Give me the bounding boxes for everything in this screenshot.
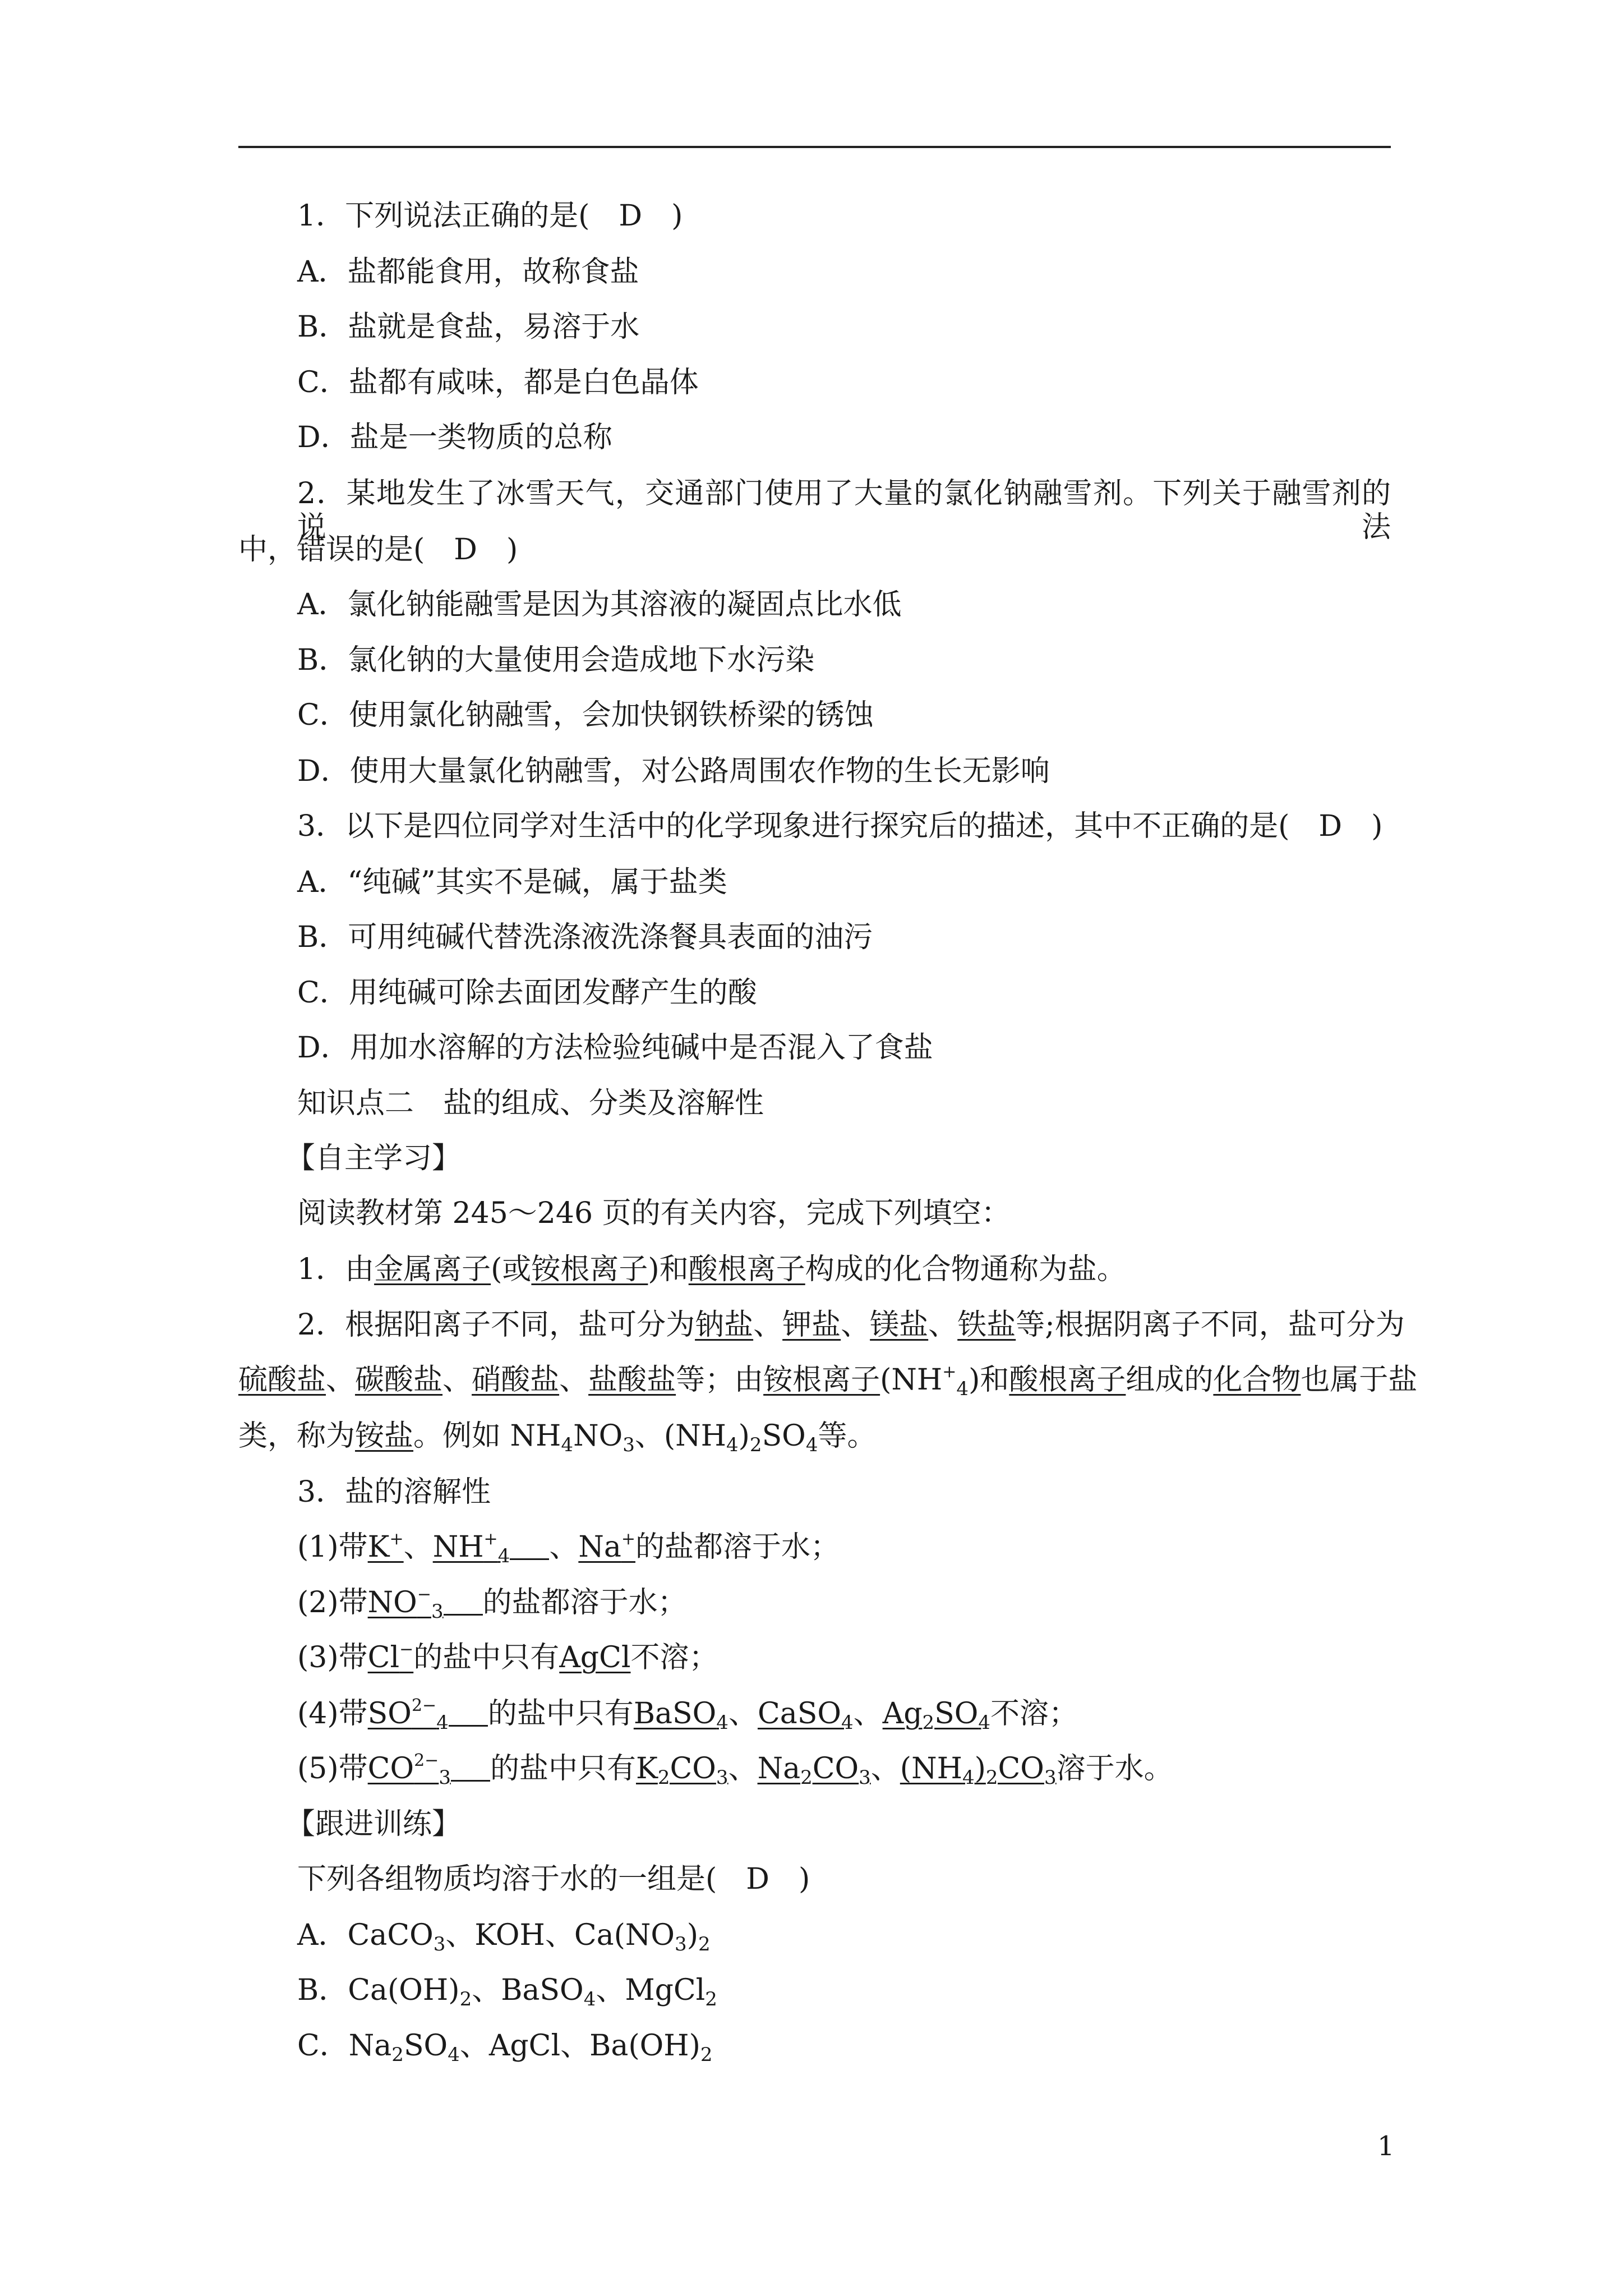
q1-stem: 1．下列说法正确的是( D ) — [297, 199, 683, 233]
item2-line1: 2．根据阳离子不同，盐可分为钠盐、钾盐、镁盐、铁盐等;根据阴离子不同，盐可分为 — [297, 1308, 1405, 1342]
answer-metal-ion: 金属离子 — [374, 1253, 491, 1286]
page-number: 1 — [1377, 2131, 1395, 2162]
q2-stem-line1: 2．某地发生了冰雪天气，交通部门使用了大量的氯化钠融雪剂。下列关于融雪剂的说法 — [297, 477, 1391, 544]
practice-stem: 下列各组物质均溶于水的一组是( D ) — [297, 1862, 810, 1896]
answer-nitrate: 硝酸盐 — [472, 1363, 560, 1397]
q1-option-c: C．盐都有咸味，都是白色晶体 — [297, 366, 699, 399]
answer-carbonate: 碳酸盐 — [355, 1363, 443, 1397]
answer-compound: 化合物 — [1213, 1363, 1301, 1397]
self-study-heading: 【自主学习】 — [286, 1142, 462, 1175]
item2-line3: 类，称为铵盐。例如 $NH_4NO_3$、$(NH_4)_2SO_4$等。 — [238, 1419, 877, 1456]
q2-option-b: B．氯化钠的大量使用会造成地下水污染 — [297, 643, 815, 677]
practice-option-b: B．$Ca(OH)_2$、BaSO$_4$、MgCl$_2$ — [297, 1973, 717, 2010]
q2-option-c: C．使用氯化钠融雪，会加快钢铁桥梁的锈蚀 — [297, 698, 874, 732]
q1-option-b: B．盐就是食盐，易溶于水 — [297, 310, 640, 344]
answer-ammonium-ion: 铵根离子 — [531, 1253, 648, 1286]
q3-option-a: A．“纯碱”其实不是碱，属于盐类 — [297, 866, 727, 899]
q3-option-b: B．可用纯碱代替洗涤液洗涤餐具表面的油污 — [297, 921, 873, 954]
q2-option-d: D．使用大量氯化钠融雪，对公路周围农作物的生长无影响 — [297, 754, 1050, 788]
solubility-rule-4: (4)带$SO^{2-}_4$ 的盐中只有BaSO$_4$、CaSO$_4$、$Ag_2SO_4$不溶； — [297, 1696, 1078, 1734]
section-title: 知识点二 盐的组成、分类及溶解性 — [297, 1087, 764, 1120]
answer-ammonium: 铵根离子 — [763, 1363, 880, 1397]
section-intro: 阅读教材第 245～246 页的有关内容，完成下列填空： — [297, 1197, 1011, 1230]
q3-option-d: D．用加水溶解的方法检验纯碱中是否混入了食盐 — [297, 1031, 933, 1065]
answer-sulfate: 硫酸盐 — [238, 1363, 326, 1397]
solubility-rule-3: (3)带Cl−的盐中只有AgCl不溶； — [297, 1640, 718, 1674]
q2-option-a: A．氯化钠能融雪是因为其溶液的凝固点比水低 — [297, 588, 902, 622]
answer-ammonium-salt: 铵盐 — [355, 1419, 414, 1453]
answer-acid-radical: 酸根离子 — [688, 1253, 805, 1286]
solubility-rule-5: (5)带$CO^{2-}_3$ 的盐中只有$K_2CO_3$、$Na_2CO_3$、$(NH_4)_2CO_3$溶于水。 — [297, 1751, 1173, 1789]
practice-heading: 【跟进训练】 — [286, 1807, 462, 1841]
header-rule — [238, 146, 1391, 148]
item3-title: 3．盐的溶解性 — [297, 1475, 491, 1509]
solubility-rule-1: (1)带K+、$NH^+_4$ 、Na+的盐都溶于水； — [297, 1529, 840, 1567]
practice-option-c: C．$Na_2SO_4$、AgCl、$Ba(OH)_2$ — [297, 2029, 713, 2066]
answer-sodium-salt: 钠盐 — [695, 1308, 754, 1342]
q2-stem-line2: 中，错误的是( D ) — [238, 533, 518, 567]
answer-iron-salt: 铁盐 — [957, 1308, 1016, 1342]
answer-chloride: 盐酸盐 — [588, 1363, 676, 1397]
answer-potassium-salt: 钾盐 — [782, 1308, 841, 1342]
q3-option-c: C．用纯碱可除去面团发酵产生的酸 — [297, 976, 757, 1010]
answer-magnesium-salt: 镁盐 — [870, 1308, 929, 1342]
q1-option-d: D．盐是一类物质的总称 — [297, 421, 612, 454]
solubility-rule-2: (2)带$NO^-_3$ 的盐都溶于水； — [297, 1585, 687, 1623]
q3-stem: 3．以下是四位同学对生活中的化学现象进行探究后的描述，其中不正确的是( D ) — [297, 809, 1383, 843]
item1-line: 1．由金属离子(或铵根离子)和酸根离子构成的化合物通称为盐。 — [297, 1253, 1126, 1286]
answer-acid-radical-2: 酸根离子 — [1009, 1363, 1126, 1397]
item2-line2: 硫酸盐、碳酸盐、硝酸盐、盐酸盐等；由铵根离子$(NH^+_4)$和酸根离子组成的化合物也属于盐 — [238, 1362, 1418, 1400]
practice-option-a: A．CaCO$_3$、KOH、$Ca(NO_3)_2$ — [297, 1918, 711, 1955]
q1-option-a: A．盐都能食用，故称食盐 — [297, 255, 639, 289]
